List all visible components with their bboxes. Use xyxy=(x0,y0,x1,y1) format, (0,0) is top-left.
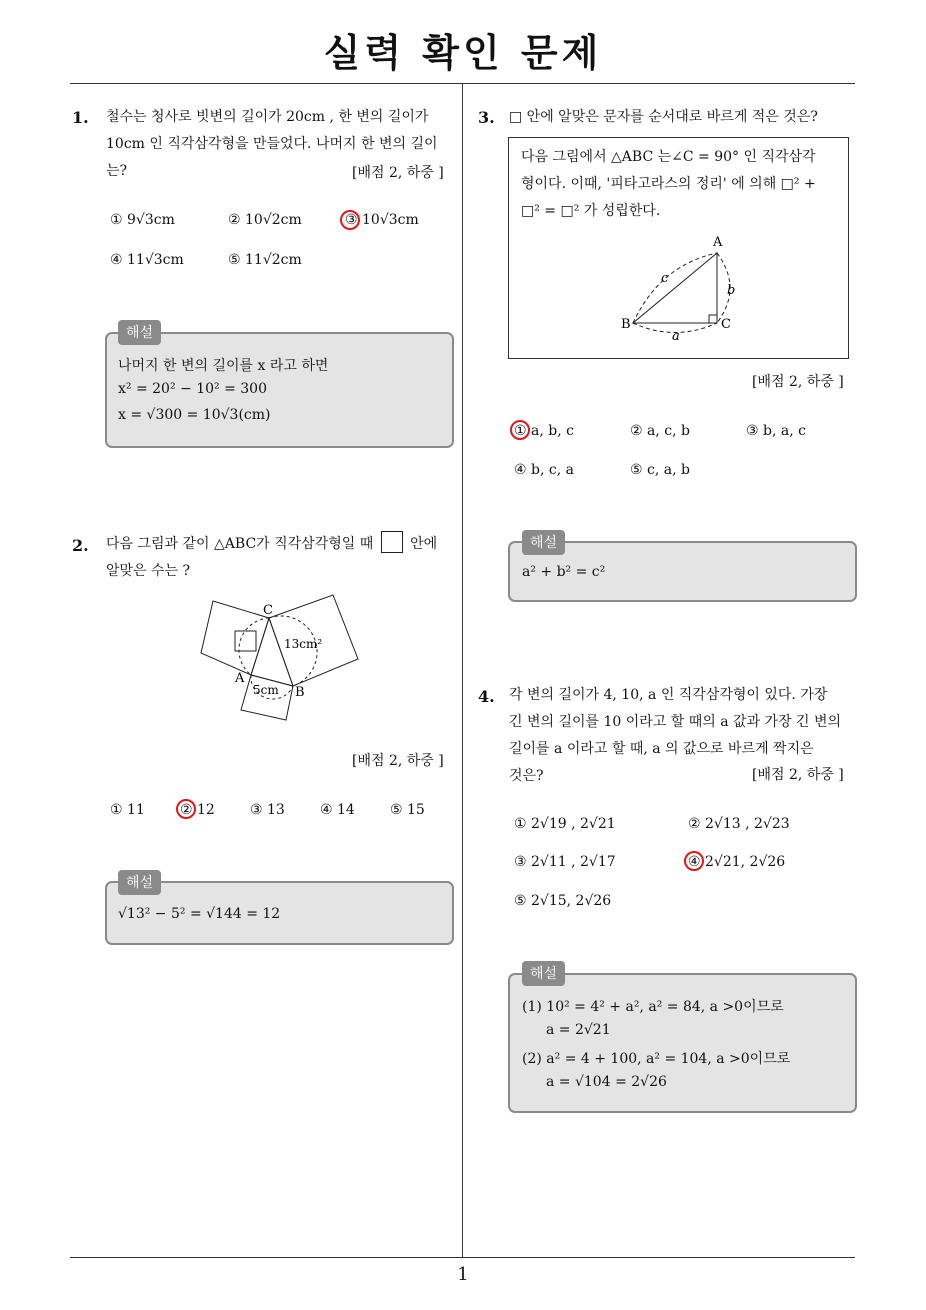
page-title: 실력 확인 문제 xyxy=(323,31,603,75)
question-line: 길이를 a 이라고 할 때, a 의 값으로 바르게 짝지은 xyxy=(509,741,814,757)
score-label: [배점 2, 하중 ] xyxy=(352,165,444,181)
figure-label-a-side: a xyxy=(672,329,680,344)
answer-mark xyxy=(684,851,704,871)
question-text xyxy=(106,531,456,585)
given-line: 형이다. 이때, '피타고라스의 정리' 에 의해 □² + xyxy=(521,176,816,192)
figure-label-area: 13cm² xyxy=(284,637,323,651)
question-line: 는? xyxy=(106,163,128,179)
score-label: [배점 2, 하중 ] xyxy=(752,374,844,390)
choice-3[interactable]: ③ 10√3cm xyxy=(345,212,419,228)
squares-figure xyxy=(195,590,370,725)
solution-line: a² + b² = c² xyxy=(522,564,606,580)
question-line: 안에 xyxy=(410,536,438,552)
question-line: 것은? xyxy=(509,768,544,784)
choice-4[interactable]: ④ 11√3cm xyxy=(110,252,184,268)
choice-3[interactable]: ③ b, a, c xyxy=(746,423,806,439)
solution-line: x² = 20² − 10² = 300 xyxy=(118,381,267,397)
column-divider xyxy=(462,84,463,1258)
footer-rule xyxy=(70,1257,855,1258)
question-line: □ 안에 알맞은 문자를 순서대로 바르게 적은 것은? xyxy=(509,109,818,125)
question-line: 철수는 청사로 빗변의 길이가 20cm , 한 변의 길이가 xyxy=(106,109,429,125)
blank-box xyxy=(381,531,403,553)
solution-tag: 해설 xyxy=(522,961,565,986)
choice-1[interactable]: ① 2√19 , 2√21 xyxy=(514,816,616,832)
answer-mark xyxy=(510,420,530,440)
solution-line: a = √104 = 2√26 xyxy=(546,1074,667,1090)
figure-label-b: B xyxy=(621,317,631,332)
figure-label-side: 5cm xyxy=(253,683,279,697)
solution-line: a = 2√21 xyxy=(546,1022,611,1038)
choice-3[interactable]: ③ 13 xyxy=(250,802,285,818)
solution-line: √13² − 5² = √144 = 12 xyxy=(118,906,281,922)
question-number: 3. xyxy=(478,108,495,127)
choice-2[interactable]: ② a, c, b xyxy=(630,423,690,439)
figure-label-c: C xyxy=(721,317,731,332)
answer-mark xyxy=(176,799,196,819)
question-text xyxy=(509,104,854,131)
figure-label-c: C xyxy=(263,603,273,618)
choice-4[interactable]: ④ b, c, a xyxy=(514,462,574,478)
choice-4[interactable]: ④ 14 xyxy=(320,802,355,818)
choice-2[interactable]: ② 10√2cm xyxy=(228,212,302,228)
choice-5[interactable]: ⑤ 2√15, 2√26 xyxy=(514,893,612,909)
triangle-figure xyxy=(615,230,745,345)
choice-4[interactable]: ④ 2√21, 2√26 xyxy=(688,854,786,870)
given-line: 다음 그림에서 △ABC 는∠C = 90° 인 직각삼각 xyxy=(521,149,816,165)
question-number: 2. xyxy=(72,536,89,555)
solution-box xyxy=(508,973,857,1113)
figure-label-a: A xyxy=(235,671,245,686)
question-number: 1. xyxy=(72,108,89,127)
question-line: 알맞은 수는 ? xyxy=(106,563,191,579)
solution-line: (2) a² = 4 + 100, a² = 104, a >0이므로 xyxy=(522,1051,791,1067)
given-text xyxy=(521,144,846,225)
question-line: 각 변의 길이가 4, 10, a 인 직각삼각형이 있다. 가장 xyxy=(509,687,828,703)
figure-label-b: B xyxy=(295,685,305,700)
given-line: □² = □² 가 성립한다. xyxy=(521,203,661,219)
choice-2[interactable]: ② 2√13 , 2√23 xyxy=(688,816,790,832)
question-number: 4. xyxy=(478,687,495,706)
choice-5[interactable]: ⑤ c, a, b xyxy=(630,462,690,478)
choice-1[interactable]: ① 9√3cm xyxy=(110,212,175,228)
choice-5[interactable]: ⑤ 15 xyxy=(390,802,425,818)
solution-tag: 해설 xyxy=(118,870,161,895)
choice-3[interactable]: ③ 2√11 , 2√17 xyxy=(514,854,616,870)
question-line: 긴 변의 길이를 10 이라고 할 때의 a 값과 가장 긴 변의 xyxy=(509,714,842,730)
choice-1[interactable]: ① a, b, c xyxy=(514,423,574,439)
solution-line: (1) 10² = 4² + a², a² = 84, a >0이므로 xyxy=(522,999,784,1015)
question-line: 다음 그림과 같이 △ABC가 직각삼각형일 때 xyxy=(106,536,374,552)
solution-tag: 해설 xyxy=(522,530,565,555)
score-label: [배점 2, 하중 ] xyxy=(352,753,444,769)
figure-label-c-side: c xyxy=(661,271,669,286)
solution-line: x = √300 = 10√3(cm) xyxy=(118,407,271,423)
figure-label-a: A xyxy=(713,235,723,250)
question-line: 10cm 인 직각삼각형을 만들었다. 나머지 한 변의 길이 xyxy=(106,136,438,152)
page-number: 1 xyxy=(457,1264,469,1285)
choice-2[interactable]: ② 12 xyxy=(180,802,215,818)
score-label: [배점 2, 하중 ] xyxy=(752,767,844,783)
answer-mark xyxy=(340,210,360,230)
solution-tag: 해설 xyxy=(118,320,161,345)
figure-label-b-side: b xyxy=(727,283,736,298)
choice-1[interactable]: ① 11 xyxy=(110,802,145,818)
solution-line: 나머지 한 변의 길이를 x 라고 하면 xyxy=(118,358,329,374)
choice-5[interactable]: ⑤ 11√2cm xyxy=(228,252,302,268)
